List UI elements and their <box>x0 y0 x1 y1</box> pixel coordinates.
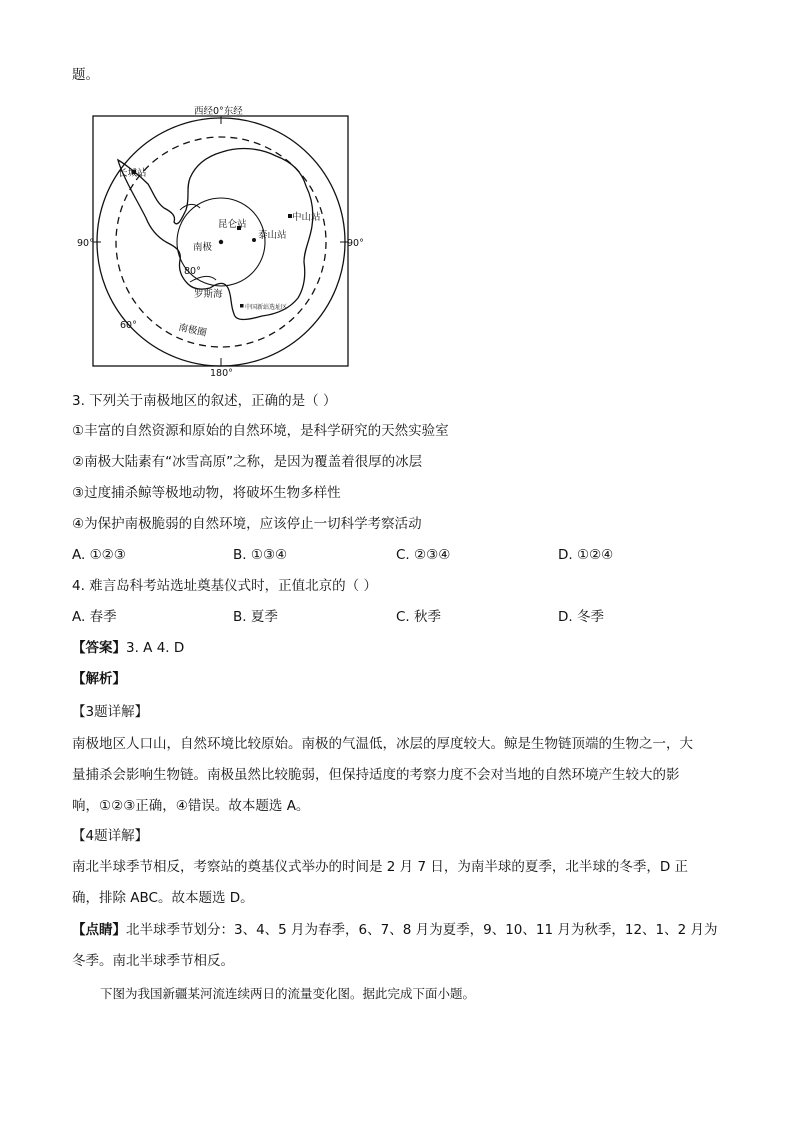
answer-text: 3. A 4. D <box>126 640 185 656</box>
q4-detail-line-2: 确，排除 ABC。故本题选 D。 <box>72 890 254 906</box>
q3-stem: 3. 下列关于南极地区的叙述，正确的是（ ） <box>72 393 337 409</box>
kunlun-station-label: 昆仑站 <box>218 219 247 230</box>
q4-option-b: B. 夏季 <box>233 609 278 625</box>
changcheng-station-label: 长城站 <box>118 168 147 179</box>
q4-stem: 4. 难言岛科考站选址奠基仪式时，正值北京的（ ） <box>72 578 377 594</box>
q3-option-a: A. ①②③ <box>72 547 126 563</box>
zhongshan-station-label: 中山站 <box>292 212 321 223</box>
tip-line-2: 冬季。南北半球季节相反。 <box>72 953 234 969</box>
analysis-tag: 【解析】 <box>72 671 126 687</box>
q3-statement-4: ④为保护南极脆弱的自然环境，应该停止一切科学考察活动 <box>72 516 422 532</box>
map-right-label: 90° <box>347 238 364 249</box>
antarctica-map <box>77 100 364 379</box>
q3-option-b: B. ①③④ <box>233 547 288 563</box>
q3-option-d: D. ①②④ <box>558 547 614 563</box>
answer-line <box>72 639 184 657</box>
q3-statement-1: ①丰富的自然资源和原始的自然环境，是科学研究的天然实验室 <box>72 423 449 439</box>
new-station-label: 中国新站选址区 <box>245 304 288 311</box>
q4-option-c: C. 秋季 <box>396 609 442 625</box>
ross-sea-label: 罗斯海 <box>194 289 223 300</box>
south-pole-marker <box>219 240 223 244</box>
map-bottom-label: 180° <box>210 368 233 379</box>
antarctic-circle-label: 南极圈 <box>177 322 208 339</box>
q4-option-d: D. 冬季 <box>558 609 604 625</box>
tip-tag: 【点睛】 <box>72 922 126 938</box>
taishan-station-marker <box>252 238 256 242</box>
map-top-label: 西经0°东经 <box>194 106 243 117</box>
q4-detail-line-1: 南北半球季节相反，考察站的奠基仪式举办的时间是 2 月 7 日，为南半球的夏季，北半球的冬季，D 正 <box>72 859 689 875</box>
q4-option-a: A. 春季 <box>72 609 117 625</box>
new-station-marker <box>240 304 244 308</box>
tip-text-1: 北半球季节划分：3、4、5 月为春季，6、7、8 月为夏季，9、10、11 月为秋季，12、1、2 月为 <box>126 922 718 938</box>
q3-detail-line-3: 响，①②③正确，④错误。故本题选 A。 <box>72 798 310 814</box>
q3-detail-line-2: 量捕杀会影响生物链。南极虽然比较脆弱，但保持适度的考察力度不会对当地的自然环境产生较大的影 <box>72 767 680 783</box>
q4-detail-title: 【4题详解】 <box>72 828 149 844</box>
latitude-80-label: 80° <box>184 266 201 277</box>
taishan-station-label: 泰山站 <box>258 230 287 241</box>
map-left-label: 90° <box>77 238 94 249</box>
q3-statement-2: ②南极大陆素有“冰雪高原”之称，是因为覆盖着很厚的冰层 <box>72 454 423 470</box>
latitude-60-label: 60° <box>120 320 137 331</box>
south-pole-label: 南极 <box>193 242 213 253</box>
q3-option-c: C. ②③④ <box>396 547 451 563</box>
previous-text-fragment: 题。 <box>72 67 99 83</box>
q3-statement-3: ③过度捕杀鲸等极地动物，将破坏生物多样性 <box>72 485 341 501</box>
q3-detail-line-1: 南极地区人口山，自然环境比较原始。南极的气温低，冰层的厚度较大。鲸是生物链顶端的生物之一，大 <box>72 736 693 752</box>
q3-detail-title: 【3题详解】 <box>72 704 149 720</box>
answer-tag: 【答案】 <box>72 640 126 656</box>
tip-line-1 <box>72 921 718 939</box>
next-question-intro: 下图为我国新疆某河流连续两日的流量变化图。据此完成下面小题。 <box>100 986 476 1001</box>
